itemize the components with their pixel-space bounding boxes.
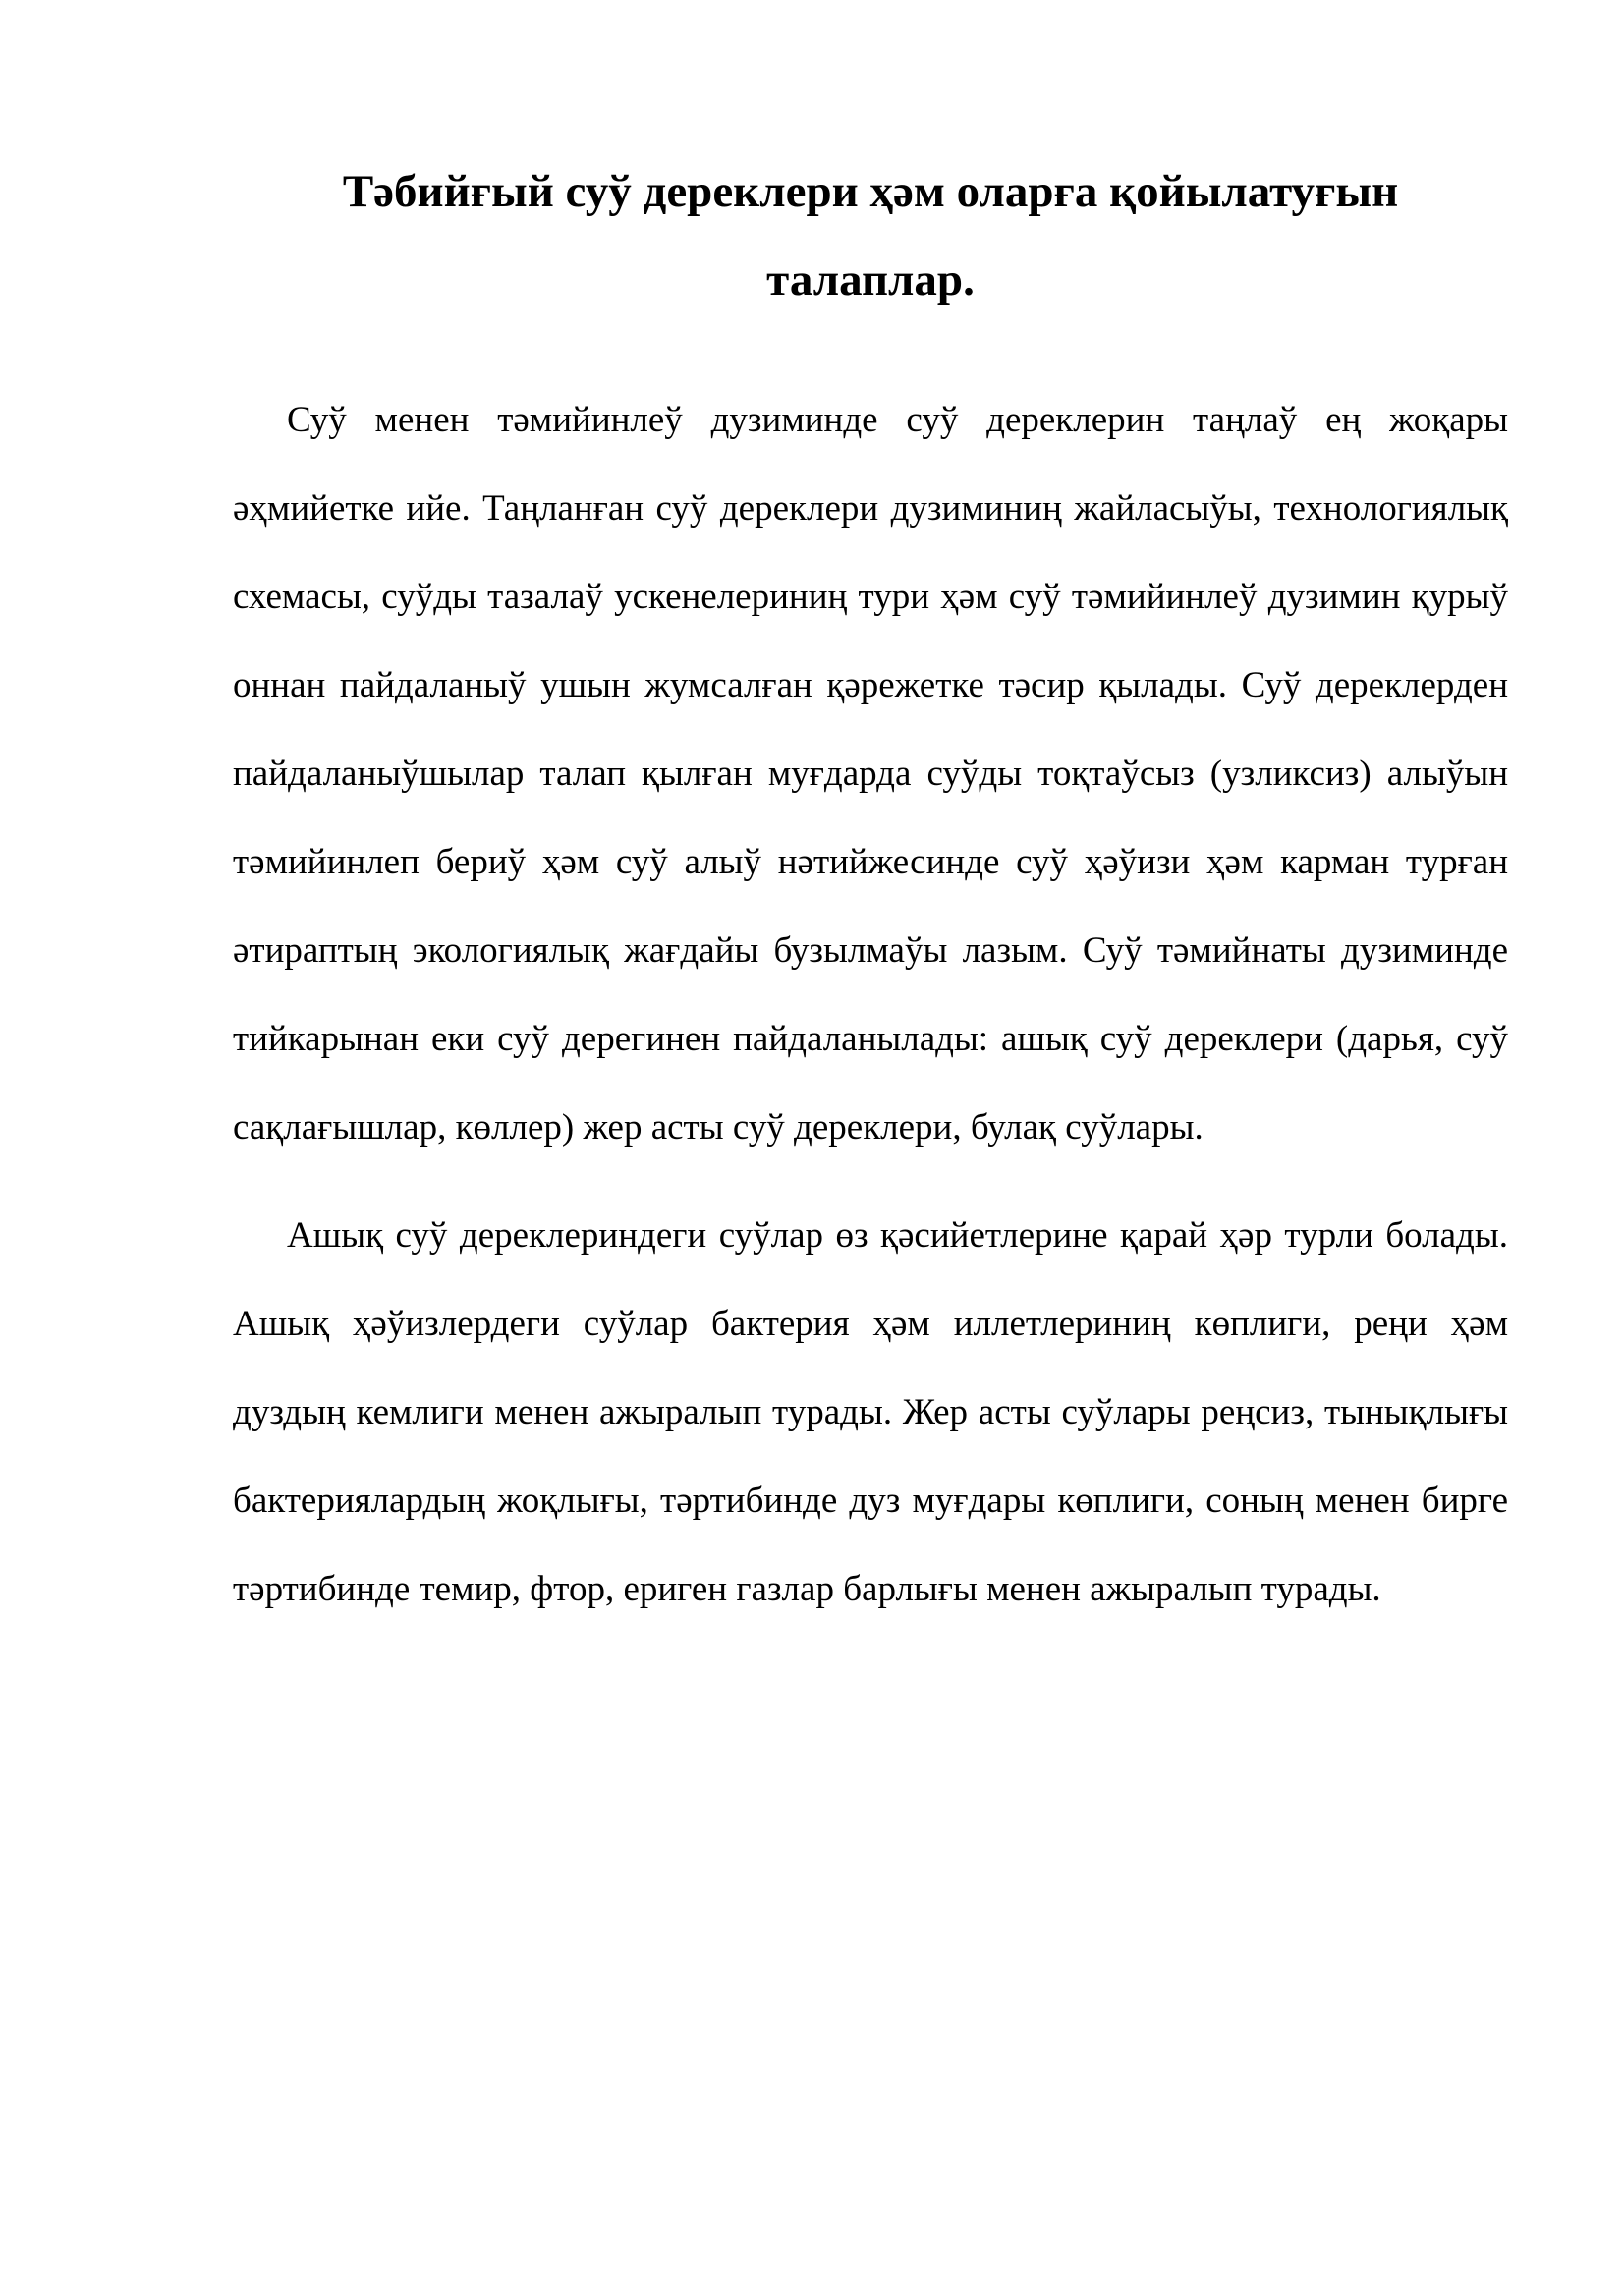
paragraph-open-and-underground-waters: Ашық суў дереклериндеги суўлар өз қәсийетлерине қарай ҳәр турли болады. Ашық ҳәўизлердеги суўлар бактерия ҳәм иллетлериниң көплиги, реңи ҳәм дуздың кемлиги менен ажыралып турады. Жер асты суўлары реңсиз, тынықлығы бактериялардың жоқлығы, тәртибинде дуз муғдары көплиги, соның менен бирге тәртибинде темир, фтор, ериген газлар барлығы менен ажыралып турады. [233,1215,1508,1609]
title-line-2: талаплар. [766,254,975,306]
paragraph-water-sources-selection: Суў менен тәмийинлеў дузиминде суў дереклерин таңлаў ең жоқары әҳмийетке ийе. Таңланған суў дереклери дузиминиң жайласыўы, технологиялық схемасы, суўды тазалаў ускенелериниң тури ҳәм суў тәмийинлеў дузимин қурыў оннан пайдаланыў ушын жумсалған қәрежетке тәсир қылады. Суў дереклерден пайдаланыўшылар талап қылған муғдарда суўды тоқтаўсыз (узликсиз) алыўын тәмийинлеп бериў ҳәм суў алыў нәтийжесинде суў ҳәўизи ҳәм карман турған әтираптың экологиялық жағдайы бузылмаўы лазым. Суў тәмийнаты дузиминде тийкарынан еки суў дерегинен пайдаланылады: ашық суў дереклери (дарья, суў сақлағышлар, көллер) жер асты суў дереклери, булақ суўлары. [233,400,1508,1148]
document-body [233,147,1508,1634]
title-line-1: Тәбийғый суў дереклери ҳәм оларға қойылатуғын [342,166,1399,217]
document-title [233,147,1508,324]
